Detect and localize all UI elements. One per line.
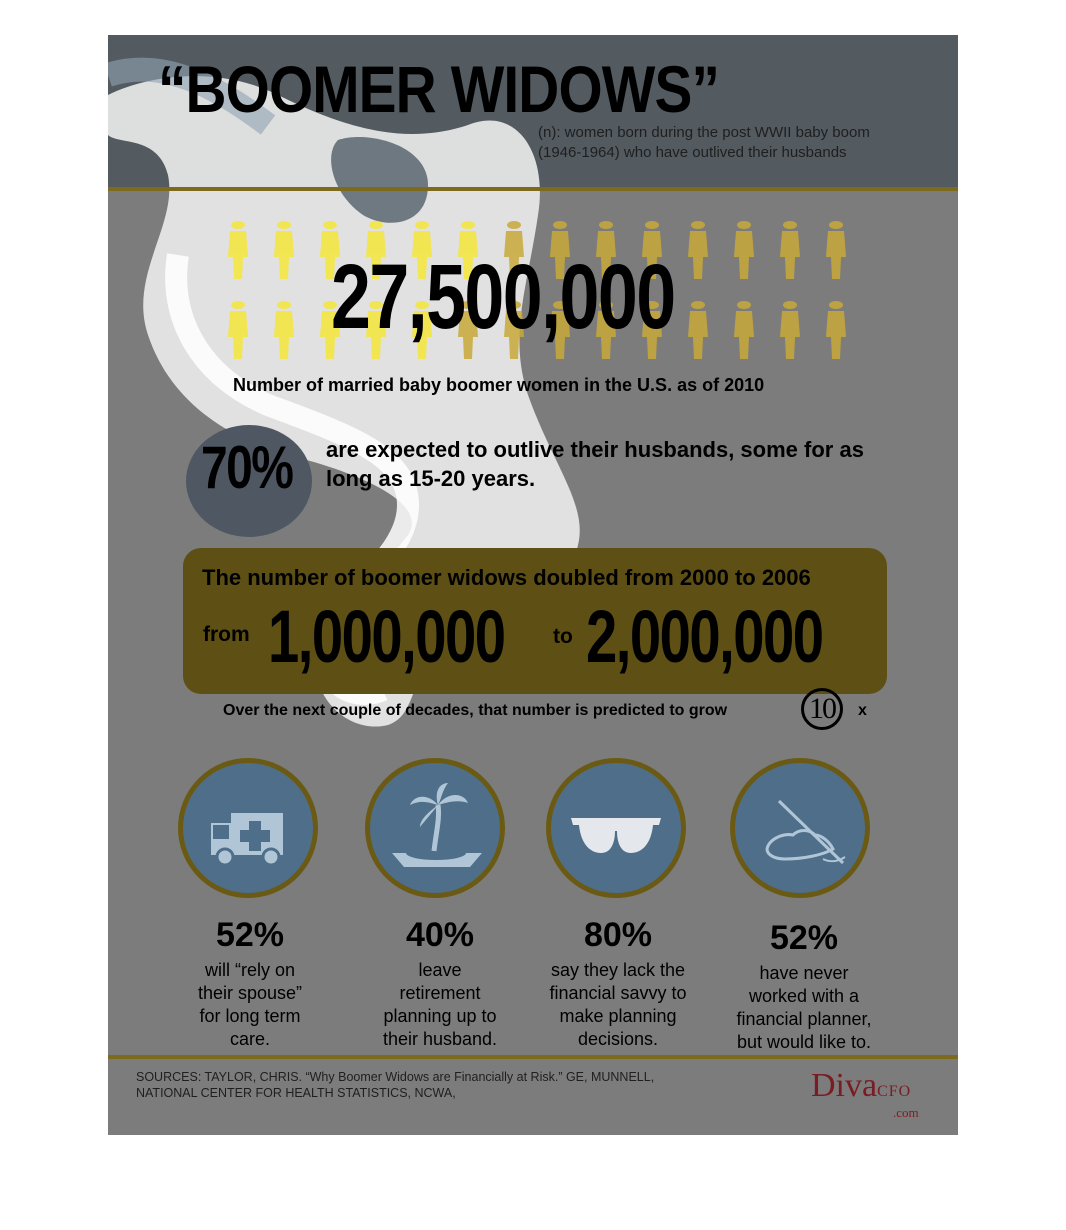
stat-circle-retirement (365, 758, 505, 898)
person-icon (274, 301, 294, 359)
stat-care-percent: 52% (215, 916, 285, 954)
stat-retirement-line: leave (418, 960, 462, 980)
definition (538, 123, 938, 163)
sources-line-2: NATIONAL CENTER FOR HEALTH STATISTICS, NCWA, (136, 1086, 456, 1100)
stat-retirement-line: planning up to (383, 1006, 497, 1026)
from-label: from (203, 623, 250, 646)
stat-circle-savvy (546, 758, 686, 898)
married-women-caption: Number of married baby boomer women in the U.S. as of 2010 (233, 375, 765, 395)
stat-savvy-line: financial savvy to (549, 983, 687, 1003)
outlive-percent: 70% (201, 434, 293, 501)
stat-planner (719, 918, 889, 1054)
stat-care-line: their spouse” (197, 983, 303, 1003)
stat-planner-line: worked with a (748, 986, 860, 1006)
sources (136, 1069, 776, 1101)
page-title: “BOOMER WIDOWS” (158, 52, 719, 126)
person-icon (780, 301, 800, 359)
person-icon (228, 221, 248, 279)
stat-circle-planner (730, 758, 870, 898)
person-icon (734, 221, 754, 279)
divacfo-logo (811, 1067, 919, 1120)
logo-word: Diva (811, 1067, 878, 1104)
stat-care-line: for long term (199, 1006, 301, 1026)
sources-line-1: SOURCES: TAYLOR, CHRIS. “Why Boomer Widows are Financially at Risk.” GE, MUNNELL, (136, 1070, 655, 1084)
stat-retirement-line: their husband. (382, 1029, 498, 1049)
stat-care (165, 915, 335, 1051)
outlive-text: are expected to outlive their husbands, some for as long as 15-20 years. (326, 437, 864, 491)
person-icon (688, 221, 708, 279)
growth-text: Over the next couple of decades, that number is predicted to grow (223, 702, 728, 719)
stat-savvy (533, 915, 703, 1051)
to-label: to (553, 625, 573, 648)
stat-savvy-line: decisions. (577, 1029, 659, 1049)
person-icon (274, 221, 294, 279)
ambulance-icon (183, 763, 313, 893)
stat-retirement-percent: 40% (405, 916, 475, 954)
stat-circle-care (178, 758, 318, 898)
stat-care-line: care. (229, 1029, 271, 1049)
person-icon (734, 301, 754, 359)
stat-savvy-percent: 80% (583, 916, 653, 954)
growth-suffix: x (858, 702, 867, 719)
logo-com: .com (893, 1105, 919, 1120)
header-divider (108, 187, 958, 191)
married-women-number: 27,500,000 (331, 246, 675, 348)
from-value: 1,000,000 (268, 595, 505, 678)
stat-planner-line: have never (759, 963, 849, 983)
palm-island-icon (370, 763, 500, 893)
definition-line-1: (n): women born during the post WWII baby boom (538, 124, 870, 141)
stat-savvy-line: make planning (559, 1006, 677, 1026)
footer-divider (108, 1055, 958, 1059)
stat-planner-percent: 52% (769, 919, 839, 957)
person-icon (228, 301, 248, 359)
doubled-headline: The number of boomer widows doubled from 2000 to 2006 (202, 565, 811, 590)
definition-line-2: (1946-1964) who have outlived their husbands (538, 144, 847, 161)
stat-care-text (165, 959, 335, 1051)
person-icon (688, 301, 708, 359)
person-icon (826, 221, 846, 279)
stat-care-line: will “rely on (204, 960, 296, 980)
person-icon (780, 221, 800, 279)
infographic-poster (108, 35, 958, 1135)
growth-multiplier: 10 (809, 692, 835, 725)
stat-retirement-line: retirement (399, 983, 481, 1003)
signing-hand-icon (735, 763, 865, 893)
stat-retirement (355, 915, 525, 1051)
sunglasses-icon (551, 763, 681, 893)
person-icon (826, 301, 846, 359)
stat-planner-text (719, 962, 889, 1054)
stat-planner-line: but would like to. (736, 1032, 872, 1052)
stat-savvy-text (533, 959, 703, 1051)
to-value: 2,000,000 (586, 595, 823, 678)
stat-planner-line: financial planner, (736, 1009, 872, 1029)
stat-retirement-text (355, 959, 525, 1051)
stat-savvy-line: say they lack the (550, 960, 686, 980)
logo-cfo: CFO (877, 1083, 912, 1100)
growth-multiplier-badge (801, 688, 843, 730)
